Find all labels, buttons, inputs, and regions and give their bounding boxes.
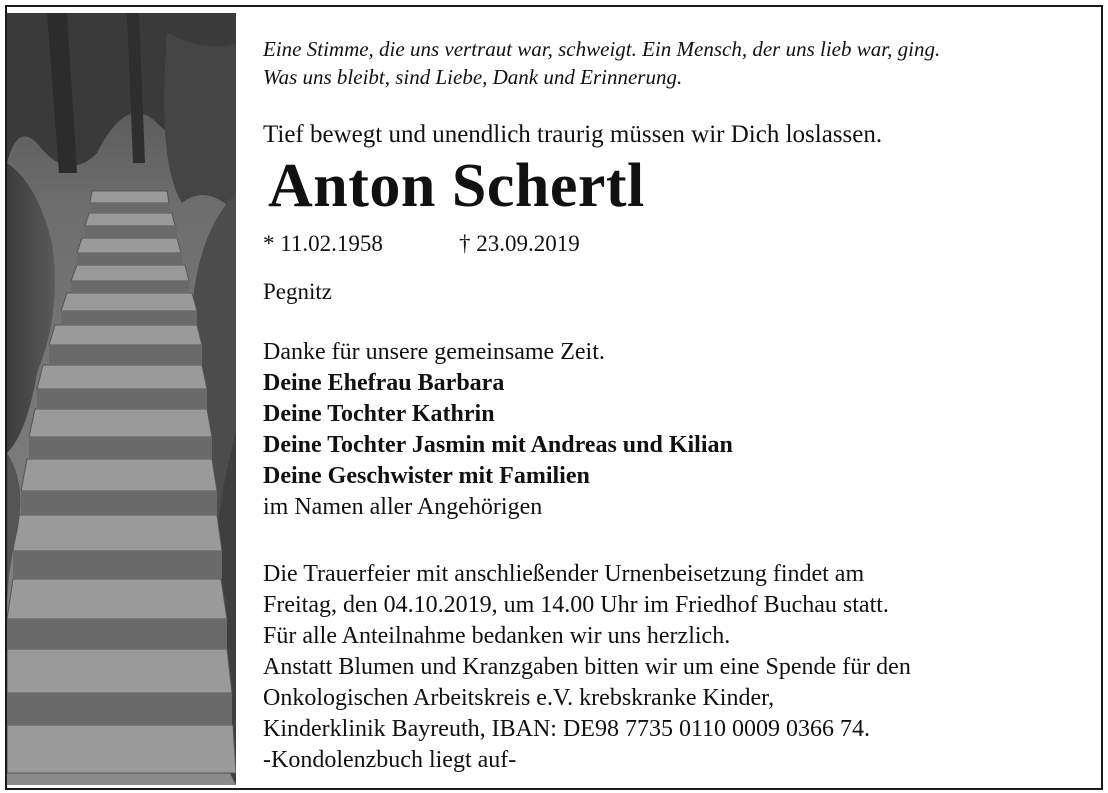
family-member: Deine Tochter Jasmin mit Andreas und Kilian — [263, 432, 733, 458]
service-line: Freitag, den 04.10.2019, um 14.00 Uhr im Friedhof Buchau statt. — [263, 592, 889, 618]
family-member: Deine Tochter Kathrin — [263, 401, 495, 427]
thanks-line: Danke für unsere gemeinsame Zeit. — [263, 339, 605, 365]
service-line: Kinderklinik Bayreuth, IBAN: DE98 7735 0110 0009 0366 74. — [263, 716, 871, 742]
service-line: Die Trauerfeier mit anschließender Urnenbeisetzung findet am — [263, 561, 865, 587]
death-date: † 23.09.2019 — [459, 231, 580, 256]
family-closing: im Namen aller Angehörigen — [263, 494, 543, 520]
service-line: Für alle Anteilnahme bedanken wir uns herzlich. — [263, 623, 731, 649]
service-line: Anstatt Blumen und Kranzgaben bitten wir um eine Spende für den — [263, 654, 911, 680]
deceased-name: Anton Schertl — [268, 152, 645, 220]
hometown: Pegnitz — [263, 279, 332, 304]
family-section — [263, 337, 733, 523]
stone-stairs-photo — [7, 13, 236, 785]
life-dates — [263, 229, 580, 259]
family-member: Deine Ehefrau Barbara — [263, 370, 505, 396]
memorial-quote — [263, 35, 940, 91]
intro-line: Tief bewegt und unendlich traurig müssen wir Dich loslassen. — [263, 121, 883, 148]
obituary-frame — [5, 5, 1103, 790]
birth-date: * 11.02.1958 — [263, 231, 383, 256]
service-line: -Kondolenzbuch liegt auf- — [263, 747, 517, 773]
quote-line-1: Eine Stimme, die uns vertraut war, schweigt. Ein Mensch, der uns lieb war, ging. — [263, 37, 941, 61]
family-member: Deine Geschwister mit Familien — [263, 463, 590, 489]
quote-line-2: Was uns bleibt, sind Liebe, Dank und Erinnerung. — [263, 65, 683, 89]
service-line: Onkologischen Arbeitskreis e.V. krebskranke Kinder, — [263, 685, 775, 711]
service-details — [263, 559, 911, 776]
